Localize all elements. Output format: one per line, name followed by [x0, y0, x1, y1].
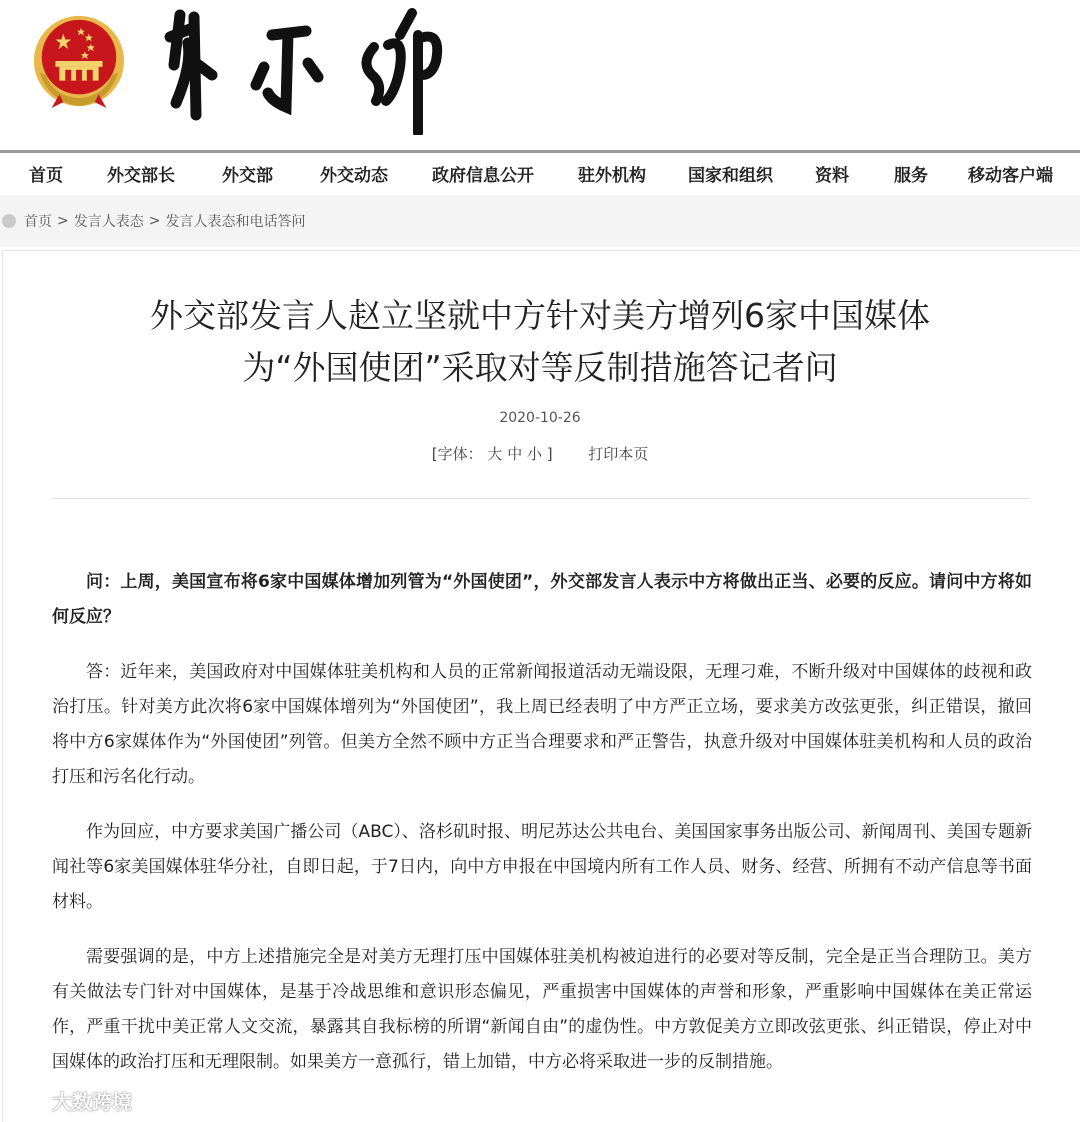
- response-paragraph: 作为回应，中方要求美国广播公司（ABC）、洛杉矶时报、明尼苏达公共电台、美国国家事务出版公司、新闻周刊、美国专题新闻社等6家美国媒体驻华分社，自即日起，于7日内，向中方申报在中国境内所有工作人员、财务、经营、所拥有不动产信息等书面材料。: [52, 822, 1032, 912]
- home-dot-icon: [2, 214, 16, 228]
- article-divider: [52, 498, 1030, 499]
- nav-item-mobile-client[interactable]: 移动客户端: [968, 166, 1053, 186]
- breadcrumb-separator: >: [148, 213, 161, 229]
- question-paragraph: 问：上周，美国宣布将6家中国媒体增加列管为“外国使团”，外交部发言人表示中方将做出正当、必要的反应。请问中方将如何反应？: [52, 572, 1032, 627]
- watermark: [10, 1086, 132, 1115]
- font-size-label-open: [字体：: [431, 445, 483, 463]
- breadcrumb-current[interactable]: 发言人表态和电话答问: [165, 214, 306, 230]
- ministry-calligraphy-logo[interactable]: [160, 5, 460, 135]
- main-navigation: [0, 153, 1080, 195]
- article-date: 2020-10-26: [499, 410, 581, 426]
- answer-paragraph: 答：近年来，美国政府对中国媒体驻美机构和人员的正常新闻报道活动无端设限，无理刁难，不断升级对中国媒体的歧视和政治打压。针对美方此次将6家中国媒体增列为“外国使团”，我上周已经表明了中方严正立场，要求美方改弦更张，纠正错误，撤回将中方6家媒体作为“外国使团”列管。但美方全然不顾中方正当合理要求和严正警告，执意升级对中国媒体驻美机构和人员的政治打压和污名化行动。: [52, 662, 1032, 787]
- nav-item-government-info[interactable]: 政府信息公开: [432, 166, 534, 186]
- nav-item-countries[interactable]: 国家和组织: [688, 166, 773, 186]
- article-body: [52, 565, 1032, 1100]
- emphasis-paragraph: 需要强调的是，中方上述措施完全是对美方无理打压中国媒体驻美机构被迫进行的必要对等反制，完全是正当合理防卫。美方有关做法专门针对中国媒体，是基于冷战思维和意识形态偏见，严重损害中国媒体的声誉和形象，严重影响中国媒体在美正常运作，严重干扰中美正常人文交流，暴露其自我标榜的所谓“新闻自由”的虚伪性。中方敦促美方立即改弦更张、纠正错误，停止对中国媒体的政治打压和无理限制。如果美方一意孤行，错上加错，中方必将采取进一步的反制措施。: [52, 947, 1032, 1072]
- nav-item-home[interactable]: 首页: [29, 166, 63, 186]
- nav-item-resources[interactable]: 资料: [815, 166, 849, 186]
- watermark-logo-icon: [10, 1088, 46, 1114]
- national-emblem-icon[interactable]: [30, 12, 128, 110]
- article-title-line2: 为“外国使团”采取对等反制措施答记者问: [242, 348, 838, 387]
- article-title-line1: 外交部发言人赵立坚就中方针对美方增列6家中国媒体: [150, 296, 930, 335]
- nav-item-ministry[interactable]: 外交部: [222, 166, 273, 186]
- watermark-text: 大数跨境: [52, 1090, 132, 1114]
- breadcrumb-spokesperson[interactable]: 发言人表态: [73, 214, 144, 230]
- nav-item-minister[interactable]: 外交部长: [107, 166, 175, 186]
- font-small-button[interactable]: 小: [527, 445, 543, 463]
- breadcrumb-separator: >: [57, 213, 69, 229]
- font-size-label-close: ]: [546, 445, 553, 463]
- print-page-button[interactable]: 打印本页: [588, 445, 649, 463]
- font-large-button[interactable]: 大: [487, 445, 503, 463]
- nav-item-services[interactable]: 服务: [894, 166, 928, 186]
- article-tools: [0, 443, 1080, 464]
- nav-item-diplomatic-news[interactable]: 外交动态: [320, 166, 388, 186]
- breadcrumb-home[interactable]: 首页: [24, 214, 52, 230]
- nav-item-missions-abroad[interactable]: 驻外机构: [578, 166, 646, 186]
- site-header: [0, 0, 1080, 150]
- breadcrumb: [0, 195, 1080, 247]
- article-title: [0, 290, 1080, 394]
- font-medium-button[interactable]: 中: [507, 445, 523, 463]
